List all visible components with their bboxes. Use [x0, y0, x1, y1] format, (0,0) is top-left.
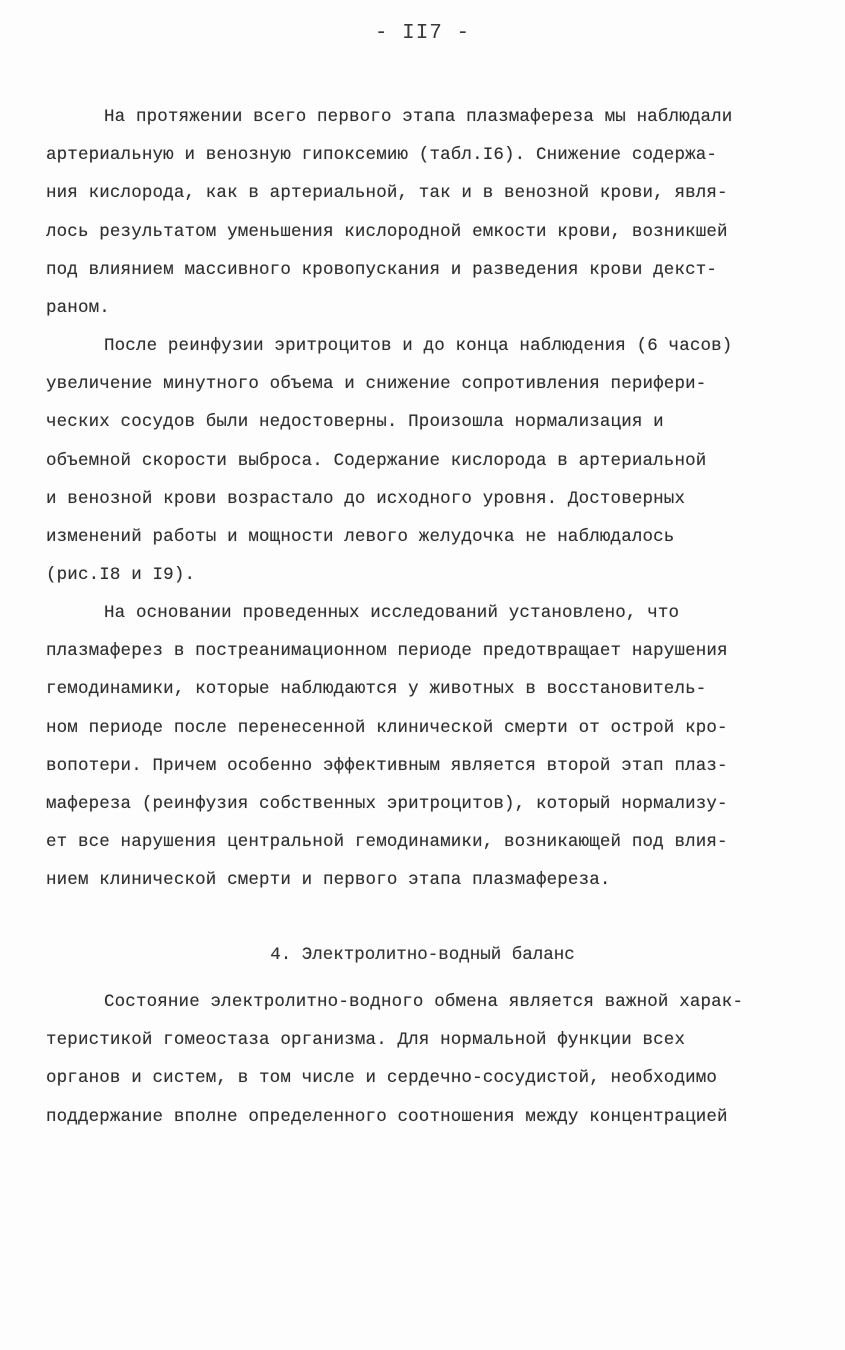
text-line: органов и систем, в том числе и сердечно-сосудистой, необходимо	[46, 1068, 718, 1089]
text-line: теристикой гомеостаза организма. Для нормальной функции всех	[46, 1030, 686, 1051]
text-line: Состояние электролитно-водного обмена является важной харак-	[104, 992, 744, 1012]
paragraph-plasmapheresis-stage-one	[46, 98, 806, 327]
paragraph-electrolyte-balance	[46, 983, 806, 1136]
text-line: ческих сосудов были недостоверны. Произошла нормализация и	[46, 412, 664, 433]
paragraph-conclusion	[46, 594, 806, 900]
text-line: ет все нарушения центральной гемодинамики, возникающей под влия-	[46, 832, 728, 853]
text-line: лось результатом уменьшения кислородной емкости крови, возникшей	[46, 221, 728, 242]
text-line: ния кислорода, как в артериальной, так и в венозной крови, явля-	[46, 183, 728, 204]
text-line: изменений работы и мощности левого желудочка не наблюдалось	[46, 526, 675, 547]
text-line: После реинфузии эритроцитов и до конца наблюдения (6 часов)	[104, 336, 733, 356]
text-line: ном периоде после перенесенной клинической смерти от острой кро-	[46, 717, 728, 738]
text-line: (рис.I8 и I9).	[46, 565, 196, 586]
text-line: раном.	[46, 297, 110, 318]
text-line: поддержание вполне определенного соотношения между концентрацией	[46, 1106, 728, 1127]
text-line: и венозной крови возрастало до исходного уровня. Достоверных	[46, 488, 686, 509]
text-line: плазмаферез в постреанимационном периоде предотвращает нарушения	[46, 641, 728, 662]
text-line: мафереза (реинфузия собственных эритроцитов), который нормализу-	[46, 793, 728, 814]
paragraph-reinfusion	[46, 327, 806, 594]
text-line: увеличение минутного объема и снижение сопротивления перифери-	[46, 374, 707, 395]
text-line: объемной скорости выброса. Содержание кислорода в артериальной	[46, 450, 707, 471]
text-line: вопотери. Причем особенно эффективным является второй этап плаз-	[46, 755, 728, 776]
page-number: - II7 -	[374, 22, 471, 45]
text-line: На протяжении всего первого этапа плазмафереза мы наблюдали	[104, 107, 733, 127]
text-line: под влиянием массивного кровопускания и разведения крови декст-	[46, 259, 718, 280]
text-line: нием клинической смерти и первого этапа плазмафереза.	[46, 870, 611, 891]
text-line: артериальную и венозную гипоксемию (табл.I6). Снижение содержа-	[46, 145, 718, 166]
text-line: гемодинамики, которые наблюдаются у животных в восстановитель-	[46, 679, 707, 700]
text-line: На основании проведенных исследований установлено, что	[104, 603, 680, 623]
section-heading: 4. Электролитно-водный баланс	[270, 945, 575, 965]
